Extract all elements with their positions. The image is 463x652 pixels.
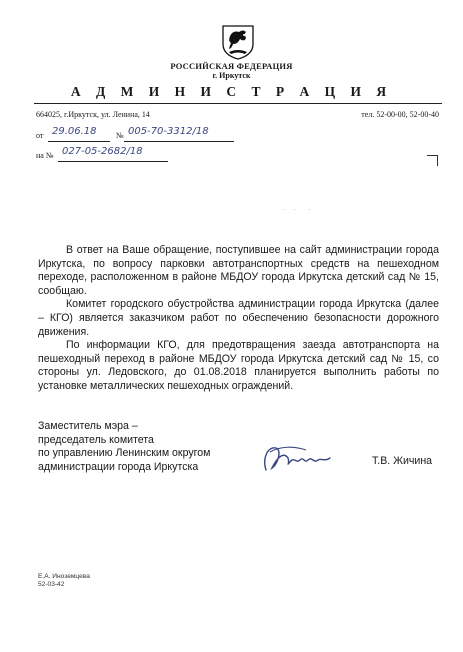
signatory-line-1: Заместитель мэра – — [38, 420, 138, 432]
date-label: от — [36, 131, 44, 140]
paragraph-2: Комитет городского обустройства администрации города Иркутска (далее – КГО) является заказчиком работ по обеспечению безопасности дорожного движения. — [38, 298, 439, 338]
handwritten-signature — [260, 440, 336, 480]
signatory-name: Т.В. Жичина — [372, 455, 433, 467]
reference-value: 027-05-2682/18 — [62, 146, 143, 157]
number-value: 005-70-3312/18 — [128, 126, 209, 137]
date-value: 29.06.18 — [52, 126, 97, 137]
reference-label: на № — [36, 151, 54, 160]
signatory-title — [38, 420, 210, 474]
phone-numbers: тел. 52-00-00, 52-00-40 — [361, 110, 439, 119]
paragraph-3: По информации КГО, для предотвращения заезда автотранспорта на пешеходный переход в районе МБДОУ города Иркутска детский сад № 15, со стороны ул. Ледовского, до 01.08.2018 планируется выполнить работы по установке металлических пешеходных ограждений. — [38, 339, 439, 392]
organization-title: А Д М И Н И С Т Р А Ц И Я — [70, 84, 393, 99]
scan-dots: · · · — [283, 207, 311, 213]
country-name: РОССИЙСКАЯ ФЕДЕРАЦИЯ — [170, 61, 293, 71]
address: 664025, г.Иркутск, ул. Ленина, 14 — [36, 110, 150, 119]
paragraph-1: В ответ на Ваше обращение, поступившее на сайт администрации города Иркутска, по вопросу парковки автотранспортных средств на пешеходном переходе, расположенном в районе МБДОУ города Иркутска детский сад № 15, сообщаю. — [38, 244, 439, 297]
executor-name: Е.А. Иноземцева — [38, 573, 90, 580]
coat-of-arms-icon — [221, 24, 255, 60]
signatory-line-4: администрации города Иркутска — [38, 460, 199, 473]
corner-mark — [427, 155, 438, 166]
letter-body — [38, 244, 439, 394]
signatory-line-2: председатель комитета — [38, 433, 154, 446]
number-label: № — [116, 131, 124, 140]
executor-phone: 52-03-42 — [38, 581, 65, 588]
reference-underline — [58, 161, 168, 162]
number-underline — [124, 141, 234, 142]
signatory-line-3: по управлению Ленинским округом — [38, 447, 211, 460]
header-divider — [34, 103, 442, 104]
city-name: г. Иркутск — [212, 71, 251, 80]
date-underline — [48, 141, 110, 142]
executor-info — [38, 573, 90, 589]
